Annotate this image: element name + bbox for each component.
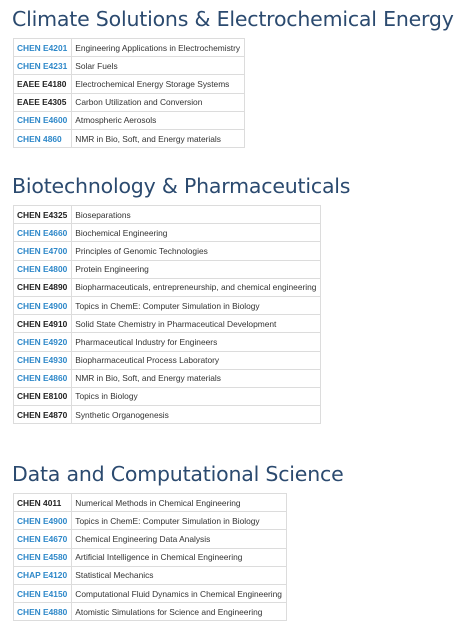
table-row [14, 224, 321, 242]
course-code-cell [14, 369, 72, 387]
course-name: Atomistic Simulations for Science and Engineering [72, 603, 287, 621]
course-name: Computational Fluid Dynamics in Chemical Engineering [72, 584, 287, 602]
course-name: Chemical Engineering Data Analysis [72, 530, 287, 548]
course-code-link[interactable]: CHAP E4120 [17, 570, 68, 581]
course-code-link[interactable]: CHEN E4930 [17, 355, 68, 366]
course-name: Topics in Biology [72, 387, 321, 405]
course-code-cell [14, 206, 72, 224]
course-code-cell [14, 494, 72, 512]
course-name: Bioseparations [72, 206, 321, 224]
table-row [14, 603, 287, 621]
course-code-link[interactable]: CHEN E4700 [17, 245, 68, 256]
course-code-cell [14, 93, 72, 111]
course-name: Topics in ChemE: Computer Simulation in Biology [72, 296, 321, 314]
course-code-cell [14, 57, 72, 75]
course-code-link[interactable]: CHEN E4920 [17, 336, 68, 347]
course-code-cell [14, 351, 72, 369]
course-name: Biochemical Engineering [72, 224, 321, 242]
course-code-cell [14, 333, 72, 351]
table-row [14, 494, 287, 512]
table-row [14, 548, 287, 566]
section-title: Climate Solutions & Electrochemical Energy [12, 7, 454, 31]
course-code-link[interactable]: CHEN E4800 [17, 264, 68, 275]
course-code: EAEE E4180 [17, 78, 67, 89]
table-row [14, 242, 321, 260]
table-row [14, 39, 245, 57]
course-code-link[interactable]: CHEN 4860 [17, 133, 62, 144]
course-name: Atmospheric Aerosols [72, 111, 245, 129]
course-code: CHEN E8100 [17, 391, 68, 402]
table-row [14, 206, 321, 224]
course-name: Principles of Genomic Technologies [72, 242, 321, 260]
course-name: NMR in Bio, Soft, and Energy materials [72, 369, 321, 387]
course-code-cell [14, 129, 72, 147]
course-code: EAEE E4305 [17, 97, 67, 108]
course-name: Solid State Chemistry in Pharmaceutical Development [72, 315, 321, 333]
course-code-link[interactable]: CHEN E4150 [17, 588, 68, 599]
table-row [14, 129, 245, 147]
table-row [14, 584, 287, 602]
course-code-cell [14, 512, 72, 530]
course-name: Biopharmaceuticals, entrepreneurship, and chemical engineering [72, 278, 321, 296]
course-code-link[interactable]: CHEN E4660 [17, 227, 68, 238]
course-code-cell [14, 530, 72, 548]
table-row [14, 369, 321, 387]
table-row [14, 260, 321, 278]
course-name: Synthetic Organogenesis [72, 406, 321, 424]
course-code-cell [14, 111, 72, 129]
table-row [14, 387, 321, 405]
table-row [14, 278, 321, 296]
course-name: Statistical Mechanics [72, 566, 287, 584]
course-name: Biopharmaceutical Process Laboratory [72, 351, 321, 369]
table-row [14, 111, 245, 129]
course-code: CHEN E4870 [17, 409, 68, 420]
course-name: Topics in ChemE: Computer Simulation in Biology [72, 512, 287, 530]
table-row [14, 75, 245, 93]
course-code-cell [14, 566, 72, 584]
course-table-body [14, 206, 321, 424]
course-name: Numerical Methods in Chemical Engineering [72, 494, 287, 512]
course-code-cell [14, 39, 72, 57]
course-code-cell [14, 260, 72, 278]
course-name: Pharmaceutical Industry for Engineers [72, 333, 321, 351]
course-table [13, 205, 321, 424]
course-table [13, 38, 245, 148]
course-code-cell [14, 75, 72, 93]
table-row [14, 57, 245, 75]
course-code-link[interactable]: CHEN E4900 [17, 300, 68, 311]
course-code: CHEN E4890 [17, 282, 68, 293]
section-title: Data and Computational Science [12, 462, 344, 486]
course-code-link[interactable]: CHEN E4600 [17, 115, 68, 126]
course-code: CHEN 4011 [17, 497, 62, 508]
course-name: Protein Engineering [72, 260, 321, 278]
table-row [14, 296, 321, 314]
course-code-link[interactable]: CHEN E4580 [17, 552, 68, 563]
course-code-cell [14, 224, 72, 242]
course-name: Artificial Intelligence in Chemical Engineering [72, 548, 287, 566]
course-code-cell [14, 278, 72, 296]
course-code-cell [14, 406, 72, 424]
course-name: Solar Fuels [72, 57, 245, 75]
course-code-link[interactable]: CHEN E4670 [17, 533, 68, 544]
course-code-cell [14, 584, 72, 602]
course-code-link[interactable]: CHEN E4201 [17, 42, 68, 53]
course-name: NMR in Bio, Soft, and Energy materials [72, 129, 245, 147]
course-code-link[interactable]: CHEN E4880 [17, 606, 68, 617]
course-name: Carbon Utilization and Conversion [72, 93, 245, 111]
table-row [14, 351, 321, 369]
table-row [14, 566, 287, 584]
course-table [13, 493, 287, 621]
course-code-link[interactable]: CHEN E4860 [17, 373, 68, 384]
course-code-cell [14, 242, 72, 260]
table-row [14, 406, 321, 424]
course-table-body [14, 494, 287, 621]
table-row [14, 93, 245, 111]
course-code-cell [14, 315, 72, 333]
table-row [14, 512, 287, 530]
course-table-body [14, 39, 245, 148]
course-name: Engineering Applications in Electrochemistry [72, 39, 245, 57]
course-code: CHEN E4325 [17, 209, 68, 220]
course-code-link[interactable]: CHEN E4900 [17, 515, 68, 526]
table-row [14, 530, 287, 548]
table-row [14, 333, 321, 351]
course-code-cell [14, 296, 72, 314]
course-code-link[interactable]: CHEN E4231 [17, 60, 68, 71]
course-code: CHEN E4910 [17, 318, 68, 329]
table-row [14, 315, 321, 333]
course-code-cell [14, 603, 72, 621]
section-title: Biotechnology & Pharmaceuticals [12, 174, 351, 198]
course-code-cell [14, 548, 72, 566]
course-name: Electrochemical Energy Storage Systems [72, 75, 245, 93]
course-code-cell [14, 387, 72, 405]
